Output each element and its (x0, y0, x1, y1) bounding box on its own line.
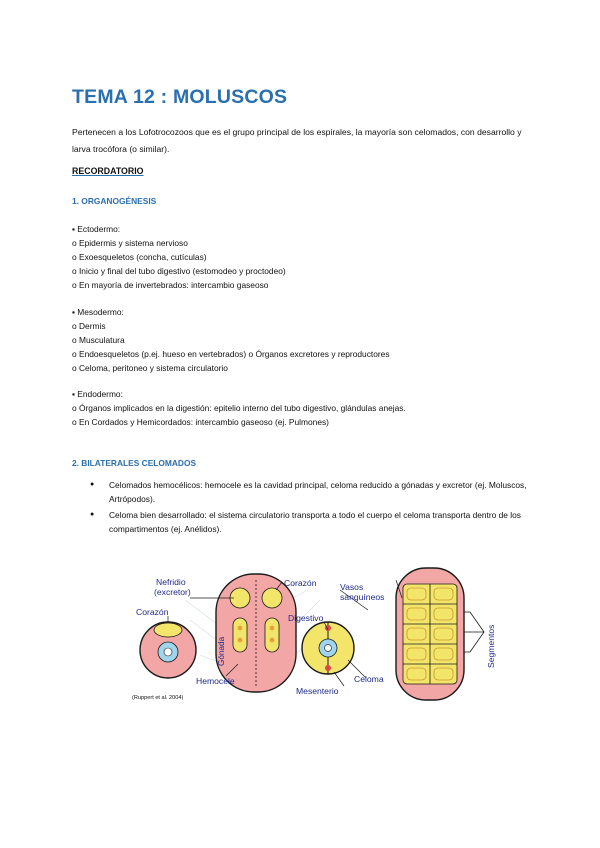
list-item: o Musculatura (72, 335, 125, 345)
segmented-body (396, 568, 484, 700)
list-item: o En mayoría de invertebrados: intercambio gaseoso (72, 280, 269, 290)
list-item: o Dermis (72, 321, 106, 331)
label-celoma: Celoma (354, 674, 384, 684)
ectodermo-group (72, 222, 286, 292)
label-nefridio: Nefridio (156, 577, 186, 587)
label-excretor: (excretor) (154, 587, 191, 597)
section-heading-organogenesis: 1. ORGANOGÉNESIS (72, 196, 157, 206)
list-item: o Endoesqueletos (p.ej. hueso en vertebrados) o Órganos excretores y reproductores (72, 349, 390, 359)
list-item: o Inicio y final del tubo digestivo (estomodeo y proctodeo) (72, 266, 286, 276)
label-hemocele: Hemocele (196, 676, 235, 686)
list-item: o Órganos implicados en la digestión: epitelio interno del tubo digestivo, glándulas anejas. (72, 403, 406, 413)
label-vasos: Vasos (340, 582, 364, 592)
bilaterales-list (90, 478, 530, 538)
label-sanguineos: sanguíneos (340, 592, 385, 602)
hemocoel-cross-section (140, 622, 196, 678)
list-item: o Epidermis y sistema nervioso (72, 238, 188, 248)
ectodermo-title: ▪ Ectodermo: (72, 224, 121, 234)
list-item: o Celoma, peritoneo y sistema circulatorio (72, 363, 228, 373)
list-item: o Exoesqueletos (concha, cutículas) (72, 252, 207, 262)
label-segmentos: Segmentos (486, 624, 496, 668)
label-digestivo: Digestivo (288, 613, 324, 623)
list-item: ● Celoma bien desarrollado: el sistema circulatorio transporta a todo el cuerpo el celoma transporta dentro de los compartimentos (ej. Anélidos). (90, 508, 530, 536)
section-heading-bilaterales: 2. BILATERALES CELOMADOS (72, 458, 197, 468)
endodermo-title: ▪ Endodermo: (72, 389, 123, 399)
page-title: TEMA 12 : MOLUSCOS (72, 86, 288, 108)
label-corazon-left: Corazón (136, 607, 169, 617)
endodermo-group (72, 387, 406, 429)
mesodermo-title: ▪ Mesodermo: (72, 307, 124, 317)
label-gonada: Gónada (217, 636, 226, 666)
label-mesenterio: Mesenterio (296, 686, 339, 696)
label-citation: (Ruppert et al. 2004) (132, 695, 184, 701)
mesodermo-group (72, 305, 390, 375)
intro-paragraph: Pertenecen a los Lofotrocozoos que es el grupo principal de los espirales, la mayoría son celomados, con desarrollo y larva trocófora (o similar). (72, 127, 522, 154)
recordatorio-heading: RECORDATORIO (72, 166, 144, 176)
coelom-diagram-figure (130, 560, 510, 710)
list-item: ● Celomados hemocélicos: hemocele es la cavidad principal, celoma reducido a gónadas y excretor (ej. Moluscos, Artrópodos). (90, 478, 530, 506)
label-corazon-top: Corazón (284, 578, 317, 588)
list-item: o En Cordados y Hemicordados: intercambio gaseoso (ej. Pulmones) (72, 417, 329, 427)
